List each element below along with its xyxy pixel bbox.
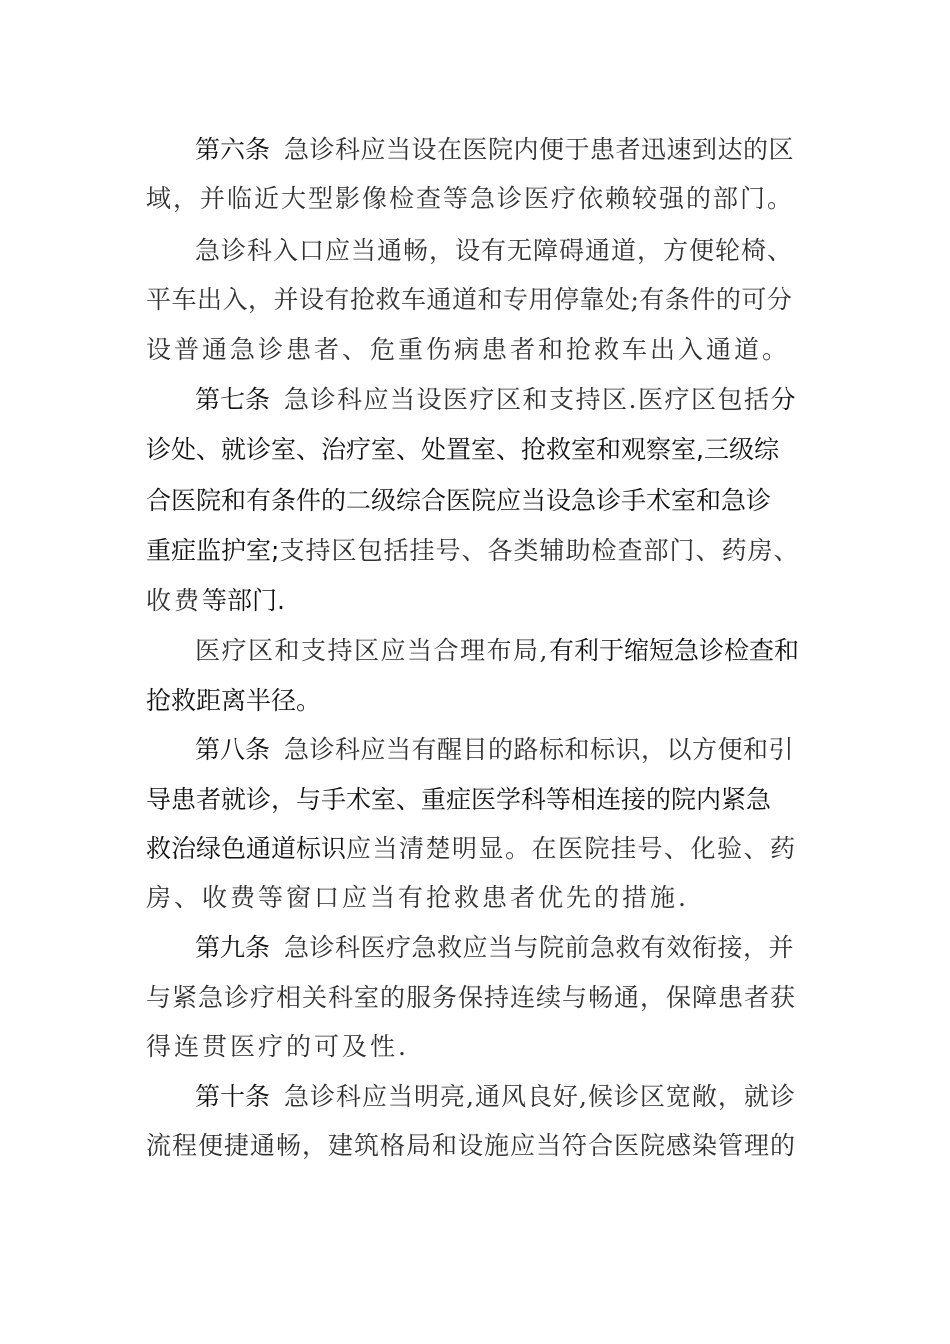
text-run: 急诊科应当设在医院内便于患者迅速到达的区	[284, 135, 795, 164]
text-run: 流程便捷通畅，建筑格局和设施应当符合医院感染管理的	[146, 1131, 797, 1160]
text-line	[146, 334, 790, 366]
text-line	[146, 882, 689, 914]
text-run: 设普通急诊患者、危重伤病患者和抢救车出入通道。	[146, 335, 791, 364]
text-run: 应当清楚明显。在医院挂号、化验、药	[346, 834, 797, 863]
text-run: 合医院和有条件的二级综合医院应当设急诊手术室和急诊	[146, 486, 772, 515]
text-run: 急诊科应当设医疗区和支持区.医疗区包括	[284, 385, 771, 414]
text-line	[195, 1081, 796, 1113]
article-heading: 第七条	[195, 385, 271, 414]
text-run: 抢救距离半径。	[146, 686, 322, 715]
text-run: 有利于缩短急诊检查和	[548, 636, 799, 665]
text-line	[146, 585, 285, 617]
text-line	[195, 932, 794, 964]
text-line	[146, 434, 779, 466]
article-heading: 第八条	[195, 735, 271, 764]
text-run: 与紧急诊疗相关科室的服务保持连续与畅通，保障患者获	[146, 983, 797, 1012]
text-line	[195, 734, 794, 766]
text-run: 等部门.	[202, 586, 285, 615]
text-run: 导患者就诊，与手术室、重症医学科等相连接的院内紧急	[146, 785, 772, 814]
text-run: 急诊科应当有醒目的路标和标识，以方便和引	[284, 735, 795, 764]
text-line	[146, 183, 794, 215]
article-heading: 第六条	[195, 135, 271, 164]
text-run: 急诊科入口应当通畅，设有无障碍通道，方便轮椅、	[195, 236, 794, 265]
article-heading: 第九条	[195, 933, 271, 962]
text-line	[195, 134, 794, 166]
text-run: 支持区包括挂号、各类辅助检查部门、药房、	[279, 536, 800, 565]
text-line	[146, 685, 321, 717]
text-line	[195, 384, 795, 416]
text-run: 医疗区和支持区应当合理布局,	[195, 636, 549, 665]
text-line	[146, 1130, 796, 1162]
text-run: 急诊科应当明亮,通风良好,候诊区宽敞，就诊	[284, 1082, 796, 1111]
text-line	[146, 982, 796, 1014]
text-run: 收费	[146, 586, 203, 615]
text-line	[146, 784, 771, 816]
text-run: 分	[770, 385, 796, 414]
text-line	[146, 535, 799, 567]
text-line	[146, 833, 797, 865]
text-run: 域，并临近大型影像检查等急诊医疗依赖较强的部门。	[146, 184, 795, 213]
article-heading: 第十条	[195, 1082, 271, 1111]
text-run: 平车出入，并设有抢救车通道和专用停靠处;有条件的可分	[146, 285, 793, 314]
text-run: 房、收费等窗口应当有抢救患者优先的措施.	[146, 883, 689, 912]
text-run: 诊处、就诊室、治疗室、处置室、抢救室和观察室,三级综	[146, 435, 779, 464]
text-line	[146, 284, 792, 316]
text-run: 急诊科医疗急救应当与院前急救有效衔接，并	[284, 933, 795, 962]
text-run: 救治绿色通道标识	[146, 834, 347, 863]
text-line	[146, 485, 771, 517]
text-run: 得连贯医疗的可及性.	[146, 1032, 409, 1061]
text-line	[195, 635, 799, 667]
text-line	[146, 1031, 409, 1063]
text-line	[195, 235, 793, 267]
text-run: 重症监护室;	[146, 536, 280, 565]
